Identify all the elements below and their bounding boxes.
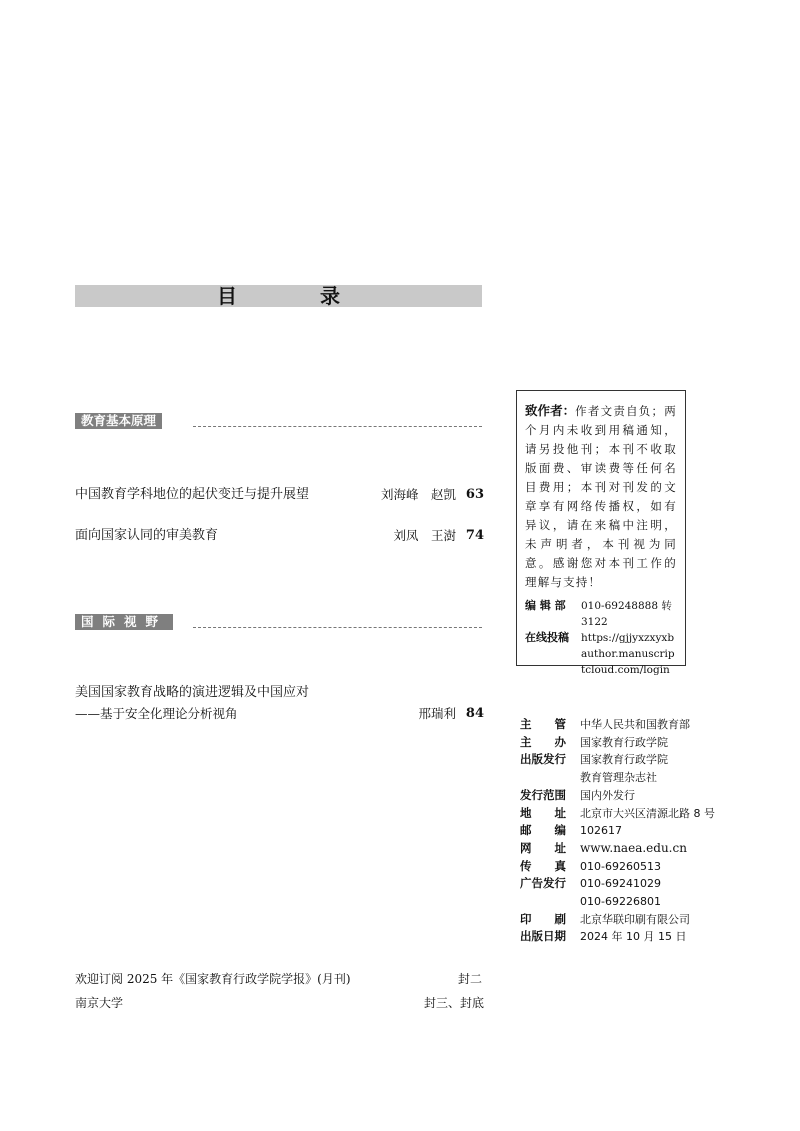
notice-text: 作者文责自负；两个月内未收到用稿通知，请另投他刊；本刊不收取版面费、审读费等任何名目费用；本刊对刊发的文章享有网络传播权，如有异议，请在来稿中注明，未声明者，本刊视为同意。感谢您对本刊工作的理解与支持！ — [525, 404, 677, 589]
info-value: 010-69226801 — [580, 895, 661, 909]
dashed-divider — [193, 627, 482, 628]
info-value: 010-69260513 — [580, 859, 661, 873]
ad-position: 封三、封底 — [423, 996, 484, 1010]
info-value: 010-69241029 — [580, 877, 661, 891]
toc-entry-subline — [75, 705, 484, 723]
info-row — [520, 840, 790, 858]
section-label: 国际视野 — [75, 614, 173, 630]
toc-title: 目 录 — [75, 285, 482, 307]
info-row — [520, 734, 790, 752]
toc-entry[interactable] — [75, 486, 484, 504]
info-key: 发行范围 — [520, 787, 566, 802]
info-row — [520, 822, 790, 840]
info-row — [520, 893, 790, 911]
article-authors: 刘海峰 赵凯 — [380, 487, 456, 502]
editorial-phone: 010-69248888 转 3122 — [581, 600, 672, 628]
info-key: 地 址 — [520, 805, 566, 820]
info-key: 网 址 — [520, 840, 566, 855]
article-page: 84 — [465, 706, 484, 721]
publication-info — [520, 716, 790, 946]
ad-entry[interactable] — [75, 970, 484, 988]
author-notice-box — [516, 390, 686, 676]
info-value: 国内外发行 — [580, 788, 635, 802]
ad-text: 南京大学 — [75, 996, 124, 1010]
info-key: 出版发行 — [520, 752, 566, 767]
info-row — [520, 769, 790, 787]
article-subtitle: ——基于安全化理论分析视角 — [75, 706, 238, 721]
info-row — [520, 858, 790, 876]
editorial-label: 编 辑 部 — [525, 599, 566, 612]
info-key: 主 办 — [520, 734, 566, 749]
info-value: 国家教育行政学院 — [580, 753, 668, 767]
ad-entry[interactable] — [75, 994, 484, 1012]
info-value: 国家教育行政学院 — [580, 735, 668, 749]
info-value: 教育管理杂志社 — [580, 771, 657, 785]
info-row — [520, 928, 790, 946]
info-key: 广告发行 — [520, 876, 566, 891]
info-row — [520, 751, 790, 769]
info-value: 中华人民共和国教育部 — [580, 718, 690, 731]
article-page: 74 — [465, 528, 484, 543]
info-key: 出版日期 — [520, 929, 566, 944]
article-title[interactable]: 中国教育学科地位的起伏变迁与提升展望 — [75, 487, 310, 502]
info-key: 主 管 — [520, 717, 566, 731]
info-row — [520, 787, 790, 805]
article-title[interactable]: 面向国家认同的审美教育 — [75, 528, 219, 543]
section-header — [75, 413, 482, 429]
info-row — [520, 716, 790, 734]
toc-entry[interactable] — [75, 527, 484, 545]
info-value: 北京市大兴区清源北路 8 号 — [580, 806, 715, 820]
info-value: 102617 — [580, 824, 622, 838]
info-key — [520, 769, 580, 787]
online-label: 在线投稿 — [525, 631, 569, 644]
editorial-row — [525, 598, 677, 630]
section-label: 教育基本原理 — [75, 413, 162, 429]
ad-text: 欢迎订阅 2025 年《国家教育行政学院学报》(月刊) — [75, 972, 351, 986]
online-submission-link[interactable]: https://gjjyxzxyxbauthor.manuscriptcloud.com/login — [581, 632, 675, 676]
info-key: 印 刷 — [520, 911, 566, 926]
info-value: 2024 年 10 月 15 日 — [580, 930, 687, 944]
info-key — [520, 893, 580, 911]
info-row — [520, 875, 790, 893]
info-row — [520, 805, 790, 823]
toc-entry[interactable] — [75, 684, 484, 702]
info-key: 传 真 — [520, 858, 566, 873]
article-authors: 邢瑞利 — [418, 706, 456, 721]
online-submission-row — [525, 630, 677, 678]
ad-position: 封二 — [457, 972, 482, 986]
dashed-divider — [193, 426, 482, 427]
notice-paragraph — [525, 401, 677, 592]
article-authors: 刘凤 王澍 — [393, 528, 456, 543]
notice-heading: 致作者： — [525, 403, 576, 418]
section-header — [75, 614, 482, 630]
article-title[interactable]: 美国国家教育战略的演进逻辑及中国应对 — [75, 685, 310, 700]
info-row — [520, 911, 790, 929]
article-page: 63 — [465, 487, 484, 502]
info-key: 邮 编 — [520, 823, 566, 838]
website-link[interactable]: www.naea.edu.cn — [580, 840, 687, 855]
info-value: 北京华联印刷有限公司 — [580, 912, 690, 926]
